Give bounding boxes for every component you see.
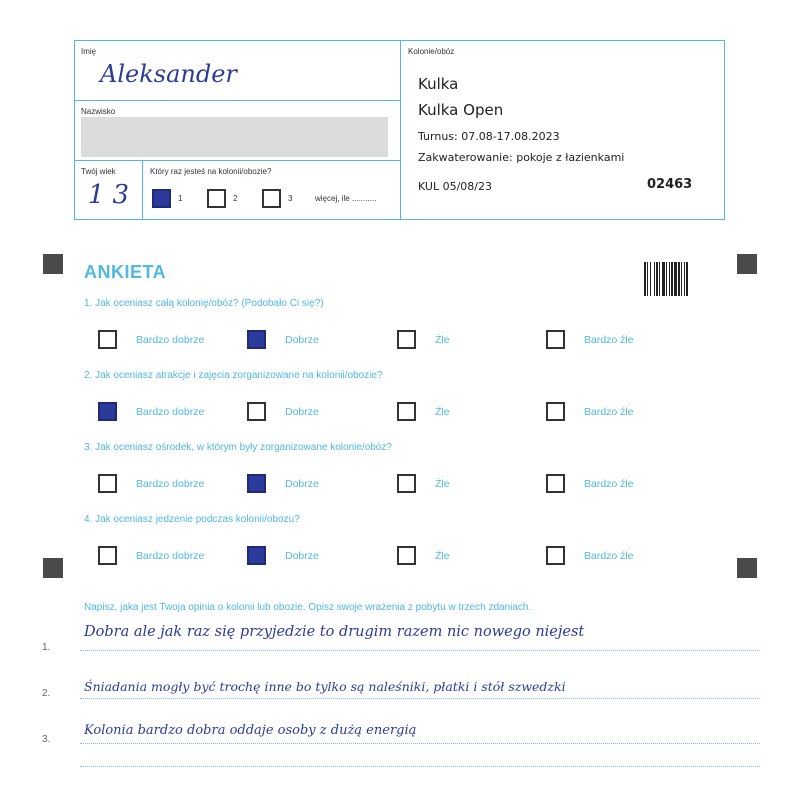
name-value: Aleksander <box>100 60 237 88</box>
q2-option-label-1: Bardzo dobrze <box>136 406 205 418</box>
opinion-prompt: Napisz, jaka jest Twoja opinia o kolonii lub obozie. Opisz swoje wrażenia z pobytu w trzech zdaniach. <box>84 602 532 613</box>
times-option-3: 3 <box>288 194 293 203</box>
registration-marker <box>737 558 757 578</box>
q1-option-checkbox-4[interactable] <box>546 330 565 349</box>
q4-option-label-3: Źle <box>435 550 450 562</box>
question-4: 4. Jak oceniasz jedzenie podczas kolonii/obozu? <box>84 514 300 525</box>
q1-option-label-3: Źle <box>435 334 450 346</box>
q4-option-label-4: Bardzo źle <box>584 550 634 562</box>
q3-option-checkbox-1[interactable] <box>98 474 117 493</box>
line-number: 1. <box>42 642 51 653</box>
age-label: Twój wiek <box>81 167 116 176</box>
q4-option-checkbox-4[interactable] <box>546 546 565 565</box>
header-rule <box>74 160 400 161</box>
surname-redacted <box>81 117 388 157</box>
q3-option-label-4: Bardzo źle <box>584 478 634 490</box>
name-label: Imię <box>81 47 97 56</box>
q4-option-checkbox-1[interactable] <box>98 546 117 565</box>
dotted-line <box>80 650 760 651</box>
question-3: 3. Jak oceniasz ośrodek, w którym były zorganizowane kolonie/obóz? <box>84 442 392 453</box>
camp-label: Kolonie/obóz <box>408 47 455 56</box>
q1-option-label-4: Bardzo źle <box>584 334 634 346</box>
barcode-bar <box>688 262 689 296</box>
header-divider <box>400 40 401 220</box>
q4-option-label-1: Bardzo dobrze <box>136 550 205 562</box>
q1-option-checkbox-1[interactable] <box>98 330 117 349</box>
registration-marker <box>737 254 757 274</box>
q1-option-checkbox-2[interactable] <box>247 330 266 349</box>
q2-option-checkbox-1[interactable] <box>98 402 117 421</box>
registration-marker <box>43 254 63 274</box>
line-number: 2. <box>42 688 51 699</box>
q3-option-checkbox-4[interactable] <box>546 474 565 493</box>
q3-option-label-2: Dobrze <box>285 478 319 490</box>
turnus: Turnus: 07.08-17.08.2023 <box>418 130 560 143</box>
header-divider <box>142 160 143 220</box>
line-number: 3. <box>42 734 51 745</box>
question-2: 2. Jak oceniasz atrakcje i zajęcia zorganizowane na kolonii/obozie? <box>84 370 383 381</box>
barcode <box>644 262 689 296</box>
q1-option-label-2: Dobrze <box>285 334 319 346</box>
opinion-line-2: Śniadania mogły być trochę inne bo tylko są naleśniki, płatki i stół szwedzki <box>84 679 566 694</box>
camp-name: Kulka <box>418 75 459 93</box>
header-rule <box>74 100 400 101</box>
q3-option-label-1: Bardzo dobrze <box>136 478 205 490</box>
q4-option-checkbox-2[interactable] <box>247 546 266 565</box>
surname-label: Nazwisko <box>81 107 116 116</box>
times-option-more: więcej, ile ........... <box>315 194 377 203</box>
opinion-line-1: Dobra ale jak raz się przyjedzie to drugim razem nic nowego niejest <box>84 624 585 640</box>
times-option-1: 1 <box>178 194 183 203</box>
times-checkbox-3[interactable] <box>262 189 281 208</box>
q2-option-label-3: Źle <box>435 406 450 418</box>
question-1: 1. Jak oceniasz całą kolonię/obóz? (Podobało Ci się?) <box>84 298 324 309</box>
age-value: 13 <box>88 180 138 210</box>
dotted-line <box>80 766 760 767</box>
camp-code: KUL 05/08/23 <box>418 180 492 193</box>
q1-option-checkbox-3[interactable] <box>397 330 416 349</box>
camp-subname: Kulka Open <box>418 101 504 119</box>
q3-option-checkbox-2[interactable] <box>247 474 266 493</box>
opinion-line-3: Kolonia bardzo dobra oddaje osoby z dużą energią <box>84 723 417 738</box>
q2-option-checkbox-4[interactable] <box>546 402 565 421</box>
q4-option-checkbox-3[interactable] <box>397 546 416 565</box>
q2-option-label-4: Bardzo źle <box>584 406 634 418</box>
times-option-2: 2 <box>233 194 238 203</box>
q2-option-label-2: Dobrze <box>285 406 319 418</box>
form-number: 02463 <box>647 177 693 192</box>
registration-marker <box>43 558 63 578</box>
dotted-line <box>80 698 760 699</box>
q1-option-label-1: Bardzo dobrze <box>136 334 205 346</box>
q2-option-checkbox-2[interactable] <box>247 402 266 421</box>
accommodation: Zakwaterowanie: pokoje z łazienkami <box>418 151 625 164</box>
times-label: Który raz jesteś na kolonii/obozie? <box>150 167 272 176</box>
times-checkbox-1[interactable] <box>152 189 171 208</box>
dotted-line <box>80 743 760 744</box>
q4-option-label-2: Dobrze <box>285 550 319 562</box>
q2-option-checkbox-3[interactable] <box>397 402 416 421</box>
q3-option-checkbox-3[interactable] <box>397 474 416 493</box>
survey-title: ANKIETA <box>84 262 167 282</box>
q3-option-label-3: Źle <box>435 478 450 490</box>
times-checkbox-2[interactable] <box>207 189 226 208</box>
